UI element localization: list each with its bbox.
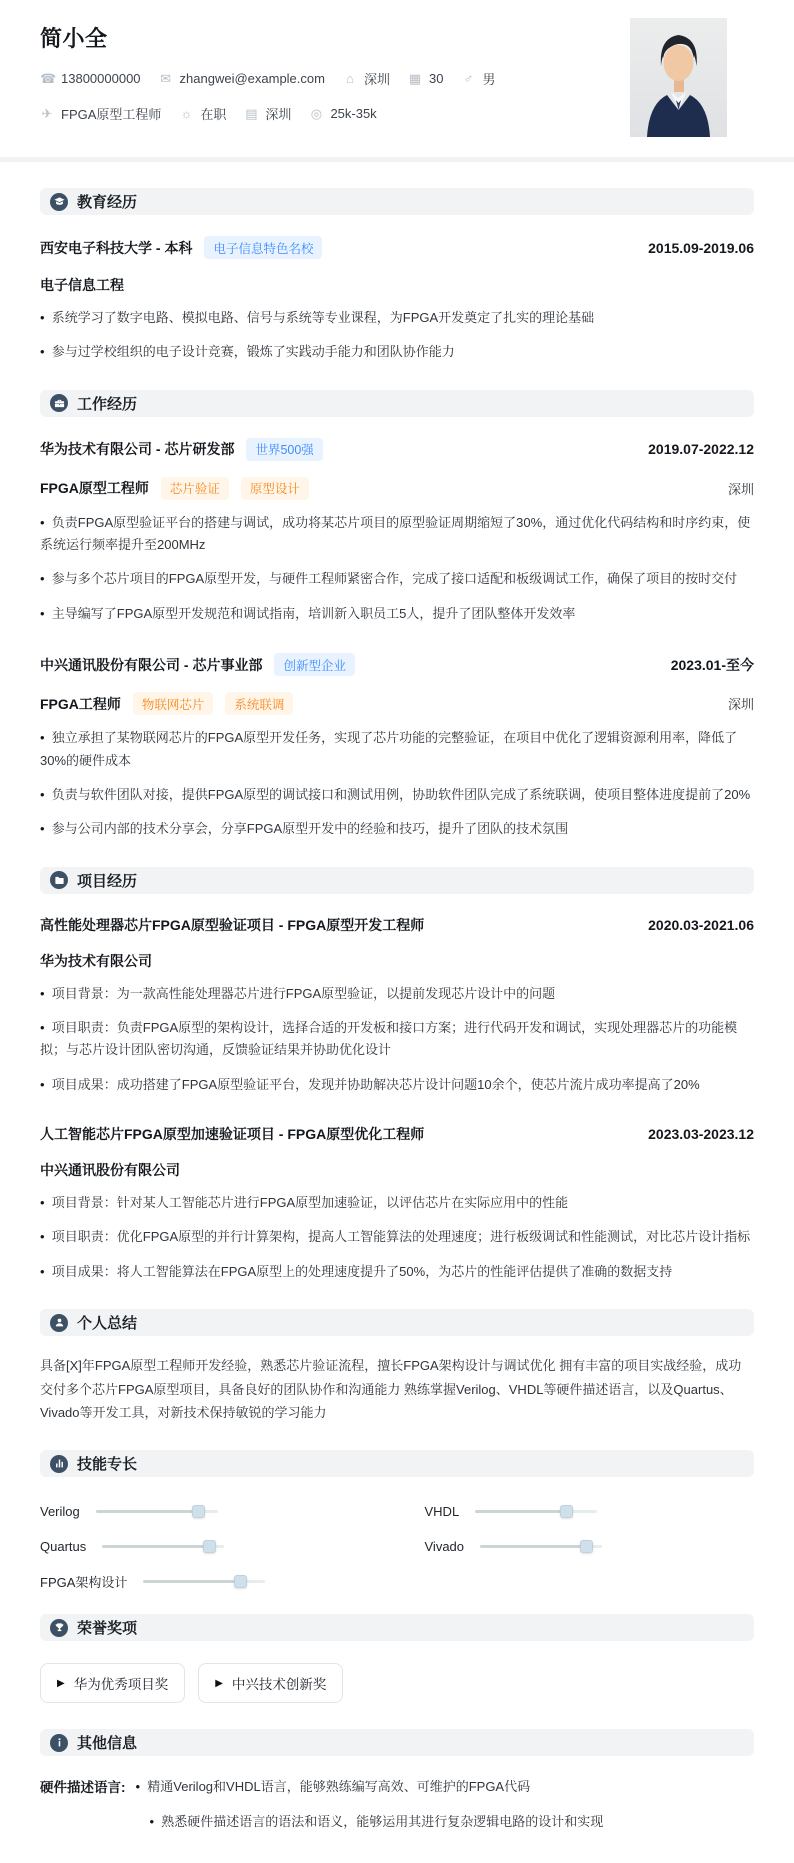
- work-bullet: • 参与多个芯片项目的FPGA原型开发，与硬件工程师紧密合作，完成了接口适配和板级调试工作，确保了项目的按时交付: [40, 568, 754, 590]
- project-company: 中兴通讯股份有限公司: [40, 1162, 180, 1179]
- section-header-other: [40, 1729, 754, 1756]
- slider-thumb[interactable]: [234, 1575, 247, 1588]
- skill-name: VHDL: [424, 1503, 460, 1519]
- location-value: 深圳: [363, 72, 390, 87]
- project-date: 2020.03-2021.06: [648, 916, 754, 933]
- work-bullet: • 独立承担了某物联网芯片的FPGA原型开发任务，实现了芯片功能的完整验证，在项目中优化了逻辑资源利用率，降低了30%的硬件成本: [40, 727, 754, 772]
- work-entry-header: [40, 438, 754, 461]
- phone-value: 13800000000: [61, 71, 141, 86]
- trophy-icon: [50, 1619, 68, 1637]
- work-bullet: • 负责与软件团队对接，提供FPGA原型的调试接口和测试用例，协助软件团队完成了系统联调，使项目整体进度提前了20%: [40, 784, 754, 806]
- role-tag: 系统联调: [225, 692, 293, 715]
- skill-slider[interactable]: [102, 1539, 224, 1553]
- company-name: 华为技术有限公司 - 芯片研发部: [40, 441, 235, 458]
- education-bullet: • 系统学习了数字电路、模拟电路、信号与系统等专业课程，为FPGA开发奠定了扎实的理论基础: [40, 307, 754, 329]
- slider-track: [475, 1510, 597, 1513]
- skill-row-vivado: [425, 1539, 755, 1553]
- section-title: 项目经历: [77, 872, 138, 890]
- project-date: 2023.03-2023.12: [648, 1126, 754, 1143]
- section-header-work: [40, 390, 754, 417]
- project-bullet: • 项目背景：针对某人工智能芯片进行FPGA原型加速验证，以评估芯片在实际应用中的性能: [40, 1192, 754, 1214]
- section-header-projects: [40, 867, 754, 894]
- project-bullet: • 项目职责：优化FPGA原型的并行计算架构，提高人工智能算法的处理速度；进行板级调试和性能测试，对比芯片设计指标: [40, 1226, 754, 1248]
- project-entry-header: [40, 1124, 754, 1144]
- section-header-summary: [40, 1309, 754, 1336]
- work-role-row: [40, 477, 754, 500]
- age-icon: ▦: [408, 70, 422, 86]
- skill-slider[interactable]: [480, 1539, 602, 1553]
- skill-name: Quartus: [40, 1538, 87, 1554]
- section-title: 技能专长: [77, 1456, 138, 1474]
- role-tag: 原型设计: [241, 477, 309, 500]
- position-value: FPGA原型工程师: [61, 107, 162, 122]
- work-entry: [40, 438, 754, 625]
- other-bullet: • 精通Verilog和VHDL语言，能够熟练编写高效、可维护的FPGA代码: [136, 1776, 604, 1798]
- section-header-education: [40, 188, 754, 215]
- section-title: 荣誉奖项: [77, 1620, 138, 1638]
- gender-icon: ♂: [463, 71, 474, 86]
- slider-thumb[interactable]: [192, 1505, 205, 1518]
- skill-row-vhdl: [425, 1504, 755, 1518]
- project-bullet: • 项目成果：成功搭建了FPGA原型验证平台，发现并协助解决芯片设计问题10余个，使芯片流片成功率提高了20%: [40, 1074, 754, 1096]
- work-date: 2023.01-至今: [670, 656, 754, 673]
- work-location: 深圳: [727, 697, 754, 713]
- contact-city: [244, 104, 291, 123]
- honor-label: 中兴技术创新奖: [231, 1677, 327, 1693]
- school-name: 西安电子科技大学 - 本科: [40, 239, 193, 256]
- skill-row-quartus: [40, 1539, 370, 1553]
- bottom-spacer: [40, 1833, 754, 1863]
- project-name: 人工智能芯片FPGA原型加速验证项目 - FPGA原型优化工程师: [40, 1126, 425, 1143]
- gender-value: 男: [482, 72, 496, 87]
- company-tag: 创新型企业: [274, 653, 355, 676]
- project-bullet: • 项目职责：负责FPGA原型的架构设计，选择合适的开发板和接口方案；进行代码开发和调试，实现处理器芯片的功能模拟；与芯片设计团队密切沟通，反馈验证结果并协助优化设计: [40, 1017, 754, 1062]
- graduation-cap-icon: [50, 193, 68, 211]
- skill-slider[interactable]: [143, 1574, 265, 1588]
- honor-label: 华为优秀项目奖: [73, 1677, 169, 1693]
- role-tag: 芯片验证: [161, 477, 229, 500]
- role-tag: 物联网芯片: [133, 692, 214, 715]
- info-icon: [50, 1734, 68, 1752]
- work-date: 2019.07-2022.12: [648, 441, 754, 458]
- salary-icon: ◎: [310, 105, 323, 121]
- skill-name: Vivado: [424, 1538, 465, 1554]
- skill-row-verilog: [40, 1504, 370, 1518]
- school-tag: 电子信息特色名校: [204, 236, 322, 259]
- portrait-illustration: [630, 18, 727, 137]
- bar-chart-icon: [50, 1455, 68, 1473]
- contact-position: [40, 104, 161, 123]
- honor-badges: [40, 1663, 754, 1703]
- section-header-honors: [40, 1614, 754, 1641]
- other-info-label: 硬件描述语言:: [40, 1780, 126, 1796]
- skill-row-fpga-arch: [40, 1574, 370, 1588]
- play-icon: ▶: [215, 1677, 223, 1689]
- other-bullet: • 熟悉硬件描述语言的语法和语义，能够运用其进行复杂逻辑电路的设计和实现: [150, 1811, 604, 1833]
- project-name: 高性能处理器芯片FPGA原型验证项目 - FPGA原型开发工程师: [40, 916, 425, 933]
- skill-slider[interactable]: [475, 1504, 597, 1518]
- honor-badge[interactable]: [198, 1663, 343, 1703]
- email-value: zhangwei@example.com: [179, 71, 325, 86]
- major: 电子信息工程: [40, 277, 124, 293]
- work-location: 深圳: [727, 481, 754, 497]
- work-entry-header: [40, 653, 754, 676]
- user-icon: [50, 1314, 68, 1332]
- education-date: 2015.09-2019.06: [648, 239, 754, 256]
- slider-track: [143, 1580, 265, 1583]
- folder-icon: [50, 871, 68, 889]
- project-company: 华为技术有限公司: [40, 952, 152, 969]
- company-name: 中兴通讯股份有限公司 - 芯片事业部: [40, 656, 263, 673]
- section-title: 工作经历: [77, 395, 138, 413]
- project-entry-header: [40, 915, 754, 935]
- status-value: 在职: [200, 107, 227, 122]
- contact-gender: [461, 69, 495, 88]
- section-title: 教育经历: [77, 194, 138, 211]
- job-title: FPGA原型工程师: [40, 480, 149, 497]
- contact-age: [408, 71, 443, 87]
- contact-location: [343, 69, 390, 88]
- age-value: 30: [428, 71, 444, 86]
- city-value: 深圳: [265, 107, 292, 122]
- profile-photo: [630, 18, 727, 137]
- slider-thumb[interactable]: [203, 1540, 216, 1553]
- summary-text: 具备[X]年FPGA原型工程师开发经验，熟悉芯片验证流程，擅长FPGA架构设计与调试优化 拥有丰富的项目实战经验，成功交付多个芯片FPGA原型项目，具备良好的团队协作和沟通能力 熟练掌握Verilog、VHDL等硬件描述语言，以及Quartus、Vivado等开发工具，对新技术保持敏锐的学习能力: [40, 1358, 742, 1420]
- project-bullet: • 项目背景：为一款高性能处理器芯片进行FPGA原型验证，以提前发现芯片设计中的问题: [40, 983, 754, 1005]
- contact-status: [179, 104, 226, 123]
- skill-slider[interactable]: [96, 1504, 218, 1518]
- play-icon: ▶: [57, 1677, 65, 1689]
- mail-icon: ✉: [160, 70, 171, 86]
- work-role-row: [40, 692, 754, 715]
- section-header-skills: [40, 1450, 754, 1477]
- section-title: 其他信息: [77, 1735, 138, 1753]
- other-info-bullets: [136, 1776, 604, 1833]
- contact-salary: [309, 106, 376, 122]
- skill-name: FPGA架构设计: [40, 1574, 128, 1590]
- slider-thumb[interactable]: [580, 1540, 593, 1553]
- job-title: FPGA工程师: [40, 695, 121, 712]
- position-icon: ✈: [41, 105, 53, 121]
- contact-phone: [40, 71, 141, 87]
- building-icon: ▤: [245, 105, 258, 121]
- project-entry: [40, 1124, 754, 1283]
- work-bullet: • 参与公司内部的技术分享会，分享FPGA原型开发中的经验和技巧，提升了团队的技术氛围: [40, 818, 754, 840]
- candidate-name: 简小全: [40, 26, 108, 51]
- work-bullet: • 主导编写了FPGA原型开发规范和调试指南，培训新入职员工5人，提升了团队整体开发效率: [40, 603, 754, 625]
- other-info-row: [40, 1776, 754, 1833]
- slider-thumb[interactable]: [560, 1505, 573, 1518]
- education-entry-header: [40, 236, 754, 259]
- phone-icon: ☎: [40, 70, 57, 86]
- education-bullet: • 参与过学校组织的电子设计竞赛，锻炼了实践动手能力和团队协作能力: [40, 341, 754, 363]
- skills-grid: [40, 1483, 754, 1588]
- resume-body: [0, 188, 794, 1863]
- skill-name: Verilog: [40, 1503, 80, 1519]
- salary-value: 25k-35k: [330, 106, 377, 121]
- contact-email: [159, 71, 325, 87]
- company-tag: 世界500强: [246, 438, 322, 461]
- briefcase-icon: [50, 394, 68, 412]
- work-bullet: • 负责FPGA原型验证平台的搭建与调试，成功将某芯片项目的原型验证周期缩短了30%，通过优化代码结构和时序约束，使系统运行频率提升至200MHz: [40, 512, 754, 557]
- resume-header: [0, 0, 794, 162]
- project-entry: [40, 915, 754, 1096]
- location-icon: ⌂: [346, 71, 354, 86]
- section-title: 个人总结: [77, 1315, 138, 1333]
- job-status-icon: ☼: [180, 106, 193, 121]
- honor-badge[interactable]: [40, 1663, 185, 1703]
- work-entry: [40, 653, 754, 840]
- project-bullet: • 项目成果：将人工智能算法在FPGA原型上的处理速度提升了50%，为芯片的性能评估提供了准确的数据支持: [40, 1261, 754, 1283]
